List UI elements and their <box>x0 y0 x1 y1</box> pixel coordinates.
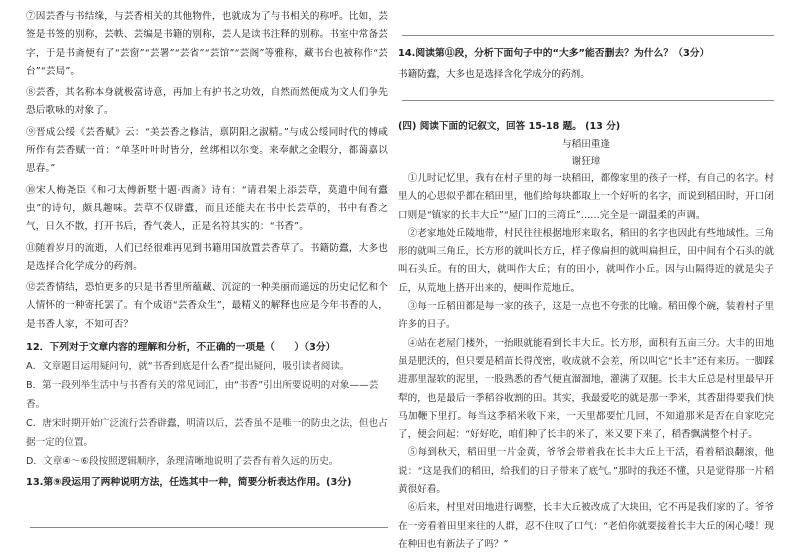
left-column <box>26 0 388 492</box>
left-answer-line <box>30 527 388 528</box>
paragraph-10: ⑩宋人梅尧臣《和刁太傅新墅十题·西斋》诗有：“请君架上添芸草，莫遣中间有蠹虫”的诗句，颇具趣味。芸草不仅辟蠹，而且还能夫在书中长芸草的，书中有香之气，日久不散，打开书后，香气袭人，正是名符其实的：“书香”。 <box>26 184 388 233</box>
essay-paragraph-2: ②老家地处丘陵地带，村民往往根据地形来取名，稻田的名字也因此有些地域性。三角形的就叫三角丘，长方形的就叫长方丘，样子像扁担的就叫扁担丘，田中间有个石头的就叫石头丘。有的田大，就叫作大丘；有的田小，就叫作小丘。因与山隔得近的就是尖子丘，从荒地上搭开出来的，便叫作荒地丘。 <box>398 227 774 294</box>
reading-section <box>398 118 774 554</box>
essay-paragraph-1: ①儿时记忆里，我有在村子里的每一块稻田，都像家里的孩子一样，有自己的名字。村里人的心思似乎都在稻田里，他们给每块都取上一个好听的名字，而说到稻田时，开口闭口则是“镇家的长丰大丘”“屋门口的三湾丘”……完全是一副温柔的声调。 <box>398 173 774 221</box>
essay-paragraph-6: ⑥后来，村里对田地进行调整，长丰大丘被改成了大块田，它不再是我们家的了。爷爷在一旁看着田里来往的人群，忍不住叹了口气：“老伯你就要接着长丰大丘的闲心喽！现在种田也有新法子了吗？” <box>398 502 774 550</box>
paragraph-11: ⑪随着岁月的流逝，人们已经很难再见到书籍用国放置芸香草了。书籍防蠹，大多也是选择合化学成分的药剂。 <box>26 242 388 272</box>
section-4-heading: (四) 阅读下面的记叙文，回答 15-18 题。 (13 分) <box>398 121 621 132</box>
question-14: 14.阅读第⑪段，分析下面句子中的“大多”能否删去？为什么？（3分） <box>398 48 710 59</box>
paragraph-12: ⑫芸香情结，恐怕更多的只是书香里所蕴藏、沉淀的一种美丽而遥远的历史记忆和个人情怀的一种寄托罢了。有个成语“芸香众生”，最精义的解释也应是今年书香的人，是书香人家，不知可否？ <box>26 282 388 330</box>
top-rule <box>402 35 774 36</box>
question-12-option-b[interactable]: B．第一段列举生活中与书香有关的常见词汇，由“书香”引出所要说明的对象——芸香。 <box>26 380 379 411</box>
paragraph-8: ⑧芸香，其名称本身就极富诗意，再加上有护书之功效，自然而然便成为文人们争先恐后歌咏的对象了。 <box>26 87 388 117</box>
answer-rule <box>402 100 774 101</box>
question-14-handwritten-answer: 书籍防蠹，大多也是选择含化学成分的药剂。 <box>398 69 590 80</box>
paragraph-7: ⑦因芸香与书结缘，与芸香相关的其他物件，也就成为了与书相关的称呼。比如，芸签是书签的别称，芸帙、芸编是书籍的别称，芸人是读书注释的别称。书室中常备芸字，于是书斋便有了“芸窗”“芸署”“芸省”“芸馆”“芸阁”等雅称，藏书台也被称作“芸台”“芸局”。 <box>26 11 388 77</box>
paragraph-9: ⑨晋成公绥《芸香赋》云：“美芸香之修洁，禀阴阳之淑精。”与成公绥同时代的傅咸所作有芸香赋一首：“单茎叶叶时皆分，丝绑相以尔变。来奉献之金暇分，都蔼嘉以思春。” <box>26 126 388 175</box>
question-13: 13.第⑨段运用了两种说明方法，任选其中一种，简要分析表达作用。(3分) <box>26 477 352 489</box>
question-12-text: 12．下列对于文章内容的理解和分析，不正确的一项是（ ）（3分） <box>26 342 336 354</box>
essay-paragraph-5: ⑤每到秋天，稻田里一片金黄，爷爷会带着我在长丰大丘上干活，看着稻浪翻滚，他说：“这是我们的稻田，给我们的日子带来了底气。”那时的我还不懂，只是觉得那一片稻黄很好看。 <box>398 447 774 496</box>
right-column <box>398 44 774 84</box>
question-12-option-d[interactable]: D．文章④～⑥段按照逻辑顺序，条理清晰地说明了芸香有着久远的历史。 <box>26 456 339 468</box>
essay-paragraph-4: ④站在老屋门楼外，一抬眼就能看到长丰大丘。长方形，面积有五亩三分。大丰的田地虽是肥沃的，但只要是稻苗长得茂密，收成就不会差，所以叫它“长丰”还有来历。一脚踩进那里湿软的泥里，一股熟悉的香气便直溜溜地，灌满了双腿。长丰大丘总是村里最早开犁的，也是最后一季稻谷收割的田。其实，我最爱吃的就是那一季米，其香甜得要我们快马加鞭下里打。每当这季稻米收下来，一天里都要忙几回，不知道那米是否在自家吃完了，便会问起：“好好吃，咱们种了长丰的米了，米又要下来了，稻香飘满整个村子。 <box>398 337 774 441</box>
question-12-stem <box>26 338 388 357</box>
essay-title: 与稻田重逢 <box>562 139 610 150</box>
question-12-option-a[interactable]: A．文章题目运用疑问句，就“书香到底是什么香”提出疑问，吸引读者阅读。 <box>26 361 350 373</box>
question-12-option-c[interactable]: C．唐宋时期开始广泛流行芸香辟蠹，明清以后，芸香虽不是唯一的防虫之法，但也占据一定的位置。 <box>26 418 388 449</box>
essay-author: 谢狂璋 <box>571 156 601 167</box>
essay-paragraph-3: ③每一丘稻田都是每一家的孩子，这是一点也不夸张的比喻。稻田像个碗，装着村子里许多的日子。 <box>398 301 774 331</box>
